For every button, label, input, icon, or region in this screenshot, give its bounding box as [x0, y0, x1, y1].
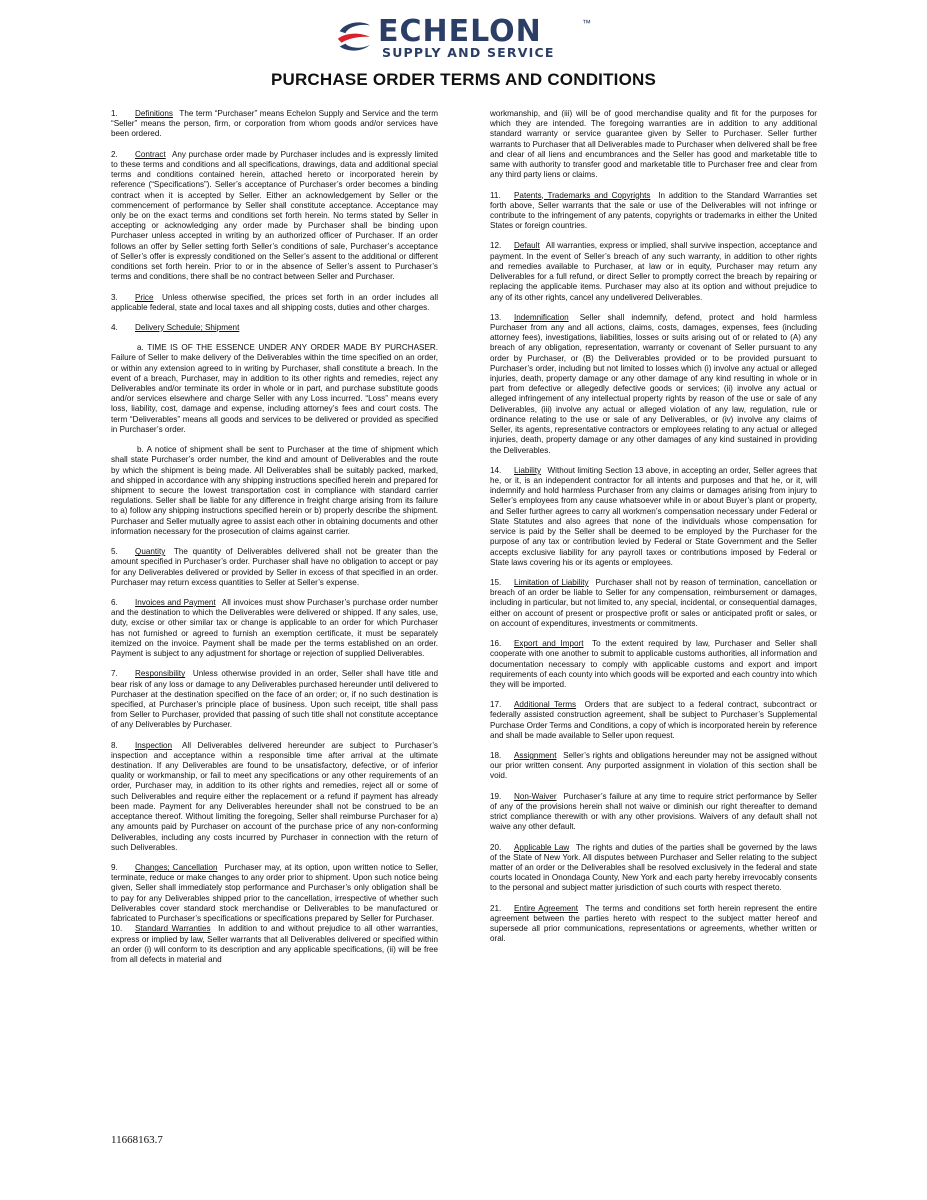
trademark-symbol: ™: [582, 18, 591, 28]
section-heading: Definitions: [135, 109, 173, 118]
section-liability: 14. Liability Without limiting Section 13 above, in accepting an order, Seller agrees that he, or it, is an independent contractor for all intents and purposes and that he, or it, will indemnify and hold harmless Purchaser from any claims or damages arising from injury to Seller’s employees from any cause whatsoever while in or about Buyer’s plant or property, and Seller further agrees to carry all workmen’s compensation necessary under Federal or State Statutes and also agrees that none of the individuals whose compensation for service is paid by the Seller shall be deemed to be employed by the Purchaser for the purpose of any tax or contribution levied by Federal or State Government and the Seller accepts exclusive liability for any payroll taxes or contributions imposed by Federal or State laws covering his or its agents or employees.: [490, 465, 817, 567]
section-responsibility: 7. Responsibility Unless otherwise provided in an order, Seller shall have title and bear risk of any loss or damage to any Deliverables purchased hereunder until delivered to Purchaser at the destination specified on the face of an order; or, if no such destination is specified, at Purchaser’s principle place of business. Upon such receipt, title shall pass from Seller to Purchaser, provided that passing of such title shall not constitute acceptance of any Deliverables by Purchaser.: [111, 669, 438, 730]
section-heading: Invoices and Payment: [135, 597, 216, 607]
section-warranties-continued: workmanship, and (iii) will be of good merchandise quality and fit for the purposes for which they are intended. The foregoing warranties are in addition to any additional standard warranty or service guarantee given by Seller to Purchaser. Seller further warrants to Purchaser that all Deliverables made to Purchaser when delivered shall be free and clear of all liens and encumbrances and the Seller has good and marketable title to same with authority to transfer good and marketable title to Purchaser free and clear from any third party liens or claims.: [490, 109, 817, 180]
section-quantity: 5. Quantity The quantity of Deliverables delivered shall not be greater than the amount specified in Purchaser’s order. Purchaser shall have no obligation to accept or pay for any Deliverables delivered or provided by Seller in excess of that specified in an order. Purchaser may return excess quantities to Seller at Seller’s expense.: [111, 547, 438, 587]
section-delivery-b: b. A notice of shipment shall be sent to Purchaser at the time of shipment which shall state Purchaser’s order number, the kind and amount of Deliverables and the route by which the shipment is being made. All Deliverables shall be suitably packed, marked, and shipped in accordance with any shipping instructions specified herein and prepared for shipment to secure the lowest transportation cost in compliance with standard carrier regulations. Seller shall be liable for any difference in freight charge arising from its failure to a) follow any shipping instructions specified herein or b) properly describe the shipment. Purchaser and Seller mutually agree to assist each other in obtaining documents and other information necessary for the prosecution of claims against carrier.: [111, 445, 438, 536]
section-text: Unless otherwise provided in an order, Seller shall have title and bear risk of any loss or damage to any Deliverables purchased hereunder until delivered to Purchaser at the destination specified on the face of an order; or, if no such destination is specified, at Purchaser’s principle place of business. Upon such receipt, title shall pass from Seller to Purchaser, provided that passing of such title shall not constitute acceptance of any Deliverables by Purchaser.: [111, 669, 438, 730]
section-text: The terms and conditions set forth herein represent the entire agreement between the parties hereto with respect to the subject matter hereof and supersede all prior communications, representations or agreements, whether written or oral.: [490, 903, 817, 944]
section-patents: 11. Patents, Trademarks and Copyrights In addition to the Standard Warranties set forth above, Seller warrants that the sale or use of the Deliverables will not infringe or contribute to the infringement of any patents, copyrights or trademarks in either the United States or foreign countries.: [490, 190, 817, 231]
section-text: To the extent required by law, Purchaser and Seller shall cooperate with one another to submit to applicable customs authorities, all information and documentation necessary to comply with applicable customs and export and import requirements of each county into which goods will be exported and each country into which they will be imported.: [490, 639, 817, 689]
section-definitions: 1. Definitions The term “Purchaser” means Echelon Supply and Service and the term “Seller” means the person, firm, or corporation from whom goods and/or services have been ordered.: [111, 109, 438, 139]
section-text: Unless otherwise specified, the prices set forth in an order includes all applicable federal, state and local taxes and all shipping costs, duties and other charges.: [111, 292, 438, 312]
section-heading: Liability: [514, 465, 542, 475]
terms-column-left: [111, 109, 438, 975]
document-id: 11668163.7: [111, 1134, 163, 1146]
document-title: PURCHASE ORDER TERMS AND CONDITIONS: [270, 70, 657, 89]
section-price: 3. Price Unless otherwise specified, the prices set forth in an order includes all applicable federal, state and local taxes and all shipping costs, duties and other charges.: [111, 292, 438, 312]
section-assignment: 18. Assignment Seller’s rights and obligations hereunder may not be assigned without our prior written consent. Any purported assignment in violation of this section shall be void.: [490, 751, 817, 781]
section-delivery-a: a. TIME IS OF THE ESSENCE UNDER ANY ORDER MADE BY PURCHASER. Failure of Seller to make delivery of the Deliverables within the time specified on an order, or within any extension agreed to in writing by Purchaser, shall constitute a breach. In the event of a breach, Purchaser, may in addition to its other rights and remedies, reject any Deliverables and/or terminate its order in whole or in part, and purchase substitute goods and/or services elsewhere and charge Seller with any Loss incurred. “Loss” means every loss, liability, cost, damage and expense, including attorney’s fees and court costs. The term “Deliverables” means all goods and services to be delivered or provided as specified in Purchaser’s order.: [111, 343, 438, 434]
section-heading: Indemnification: [514, 312, 569, 322]
terms-column-right: [490, 109, 817, 955]
section-invoices: 6. Invoices and Payment All invoices must show Purchaser’s purchase order number and the destination to which the Deliverables were delivered or shipped. If any sales, use, duty, excise or other similar tax or change is applicable to an order for which Purchaser has not furnished or agreed to furnish an exemption certificate, it must be separately itemized on the invoice. Payment shall be made per the terms established on an order. Payment is subject to any adjustment for shortage or rejection of supplied Deliverables.: [111, 597, 438, 659]
section-text: Without limiting Section 13 above, in accepting an order, Seller agrees that he, or it, is an independent contractor for all intents and purposes and that he, or it, will indemnify and hold harmless Purchaser from any claims or damages arising from injury to Seller’s employees from any cause whatsoever while in or about Buyer’s plant or property, and Seller further agrees to carry all workmen’s compensation necessary under Federal or State Statutes and also agrees that none of the individuals whose compensation for service is paid by the Seller shall be deemed to be employed by the Purchaser for the purpose of any tax or contribution levied by Federal or State Government and the Seller accepts exclusive liability for any payroll taxes or contributions imposed by Federal or State laws covering his or its agents or employees.: [490, 465, 817, 567]
section-text: All warranties, express or implied, shall survive inspection, acceptance and payment. In the event of Seller’s breach of any such warranty, in addition to other rights and remedies available to Purchaser, at law or in equity, Purchaser may return any Deliverables for a full refund, or direct Seller to promptly correct the breach by repairing or replacing the applicable items. Purchaser may also at its option and without prejudice to any of its other rights, cancel any undelivered Deliverables.: [490, 241, 817, 302]
section-text: Purchaser’s failure at any time to require strict performance by Seller of any of the provisions herein shall not waive or diminish our right thereafter to demand strict compliance therewith or with any other provisions. Waivers of any default shall not waive any other default.: [490, 791, 818, 832]
section-text: The rights and duties of the parties shall be governed by the laws of the State of New York. All disputes between Purchaser and Seller relating to the subject matter of an order or the Deliverables shall be resolved exclusively in the federal and state courts located in Onondaga County, New York and each party hereby irrevocably consents to the personal and subject matter jurisdiction of such courts with respect thereto.: [490, 842, 817, 893]
section-applicable-law: 20. Applicable Law The rights and duties of the parties shall be governed by the laws of the State of New York. All disputes between Purchaser and Seller relating to the subject matter of an order or the Deliverables shall be resolved exclusively in the federal and state courts located in Onondaga County, New York and each party hereby irrevocably consents to the personal and subject matter jurisdiction of such courts with respect thereto.: [490, 842, 817, 893]
section-heading: Changes; Cancellation: [135, 863, 218, 872]
section-export: 16. Export and Import To the extent required by law, Purchaser and Seller shall cooperate with one another to submit to applicable customs authorities, all information and documentation necessary to comply with applicable customs and export and import requirements of each county into which goods will be exported and each country into which they will be imported.: [490, 639, 817, 689]
section-warranties: 10. Standard Warranties In addition to and without prejudice to all other warranties, express or implied by law, Seller warrants that all Deliverables delivered or specified within an order (i) will conform to its description and any applicable specifications, (ii) will be free from all defects in material and: [111, 924, 439, 964]
section-inspection: 8. Inspection All Deliverables delivered hereunder are subject to Purchaser’s inspection and acceptance within a responsible time after arrival at the ultimate destination. If any Deliverables are found to be unsatisfactory, defective, or of inferior quality or workmanship, or fail to meet any specifications or any other requirements of an order, Purchaser may, in addition to its other rights and remedies, reject all or some of such Deliverables and require either the replacement or a refund if payment has already been made. Payment for any Deliverables hereunder shall not be construed to be an acceptance thereof. Without limiting the foregoing, Seller shall reimburse Purchaser for a) any amounts paid by Purchaser on account of the purchase price of any non-conforming Deliverables, including any costs incurred by Purchaser in connection with the return of such Deliverables.: [111, 740, 438, 852]
section-heading: Export and Import: [514, 639, 584, 649]
section-heading: Limitation of Liability: [514, 577, 589, 587]
section-text: Purchaser shall not by reason of termination, cancellation or breach of an order be liable to Seller for any compensation, reimbursement or damages, including in particular, but not limited to, any special, incidental, or consequential damages, either on account of present or prospective profit or sales or anticipated profit or sales, or on account of expenditures, investments or commitments.: [490, 577, 817, 628]
section-heading: Default: [514, 241, 540, 251]
section-heading: Inspection: [135, 740, 173, 750]
section-additional-terms: 17. Additional Terms Orders that are subject to a federal contract, subcontract or federally assisted construction agreement, shall be subject to Purchaser’s Supplemental Purchase Order Terms and Conditions, a copy of which is incorporated herein by reference and shall be made available to Seller upon request.: [490, 700, 817, 740]
section-text: In addition to the Standard Warranties set forth above, Seller warrants that the sale or use of the Deliverables will not infringe or contribute to the infringement of any patents, copyrights or trademarks in either the United States or foreign countries.: [490, 190, 817, 231]
section-text: All invoices must show Purchaser’s purchase order number and the destination to which the Deliverables were delivered or shipped. If any sales, use, duty, excise or other similar tax or change is applicable to an order for which Purchaser has not furnished or agreed to furnish an exemption certificate, it must be separately itemized on the invoice. Payment shall be made per the terms established on an order. Payment is subject to any adjustment for shortage or rejection of supplied Deliverables.: [111, 597, 438, 659]
section-text: Seller shall indemnify, defend, protect and hold harmless Purchaser from any and all actions, claims, costs, damages, expenses, fees (including attorney fees), investigations, liabilities, losses or suits arising out of or related to (A) any breach of any obligation, representation, warranty or covenant of Seller pursuant to any order by Purchaser, or (B) the Deliverables provided or to be provided pursuant to Purchaser’s order, including but not limited to losses which (i) involve any actual or alleged injuries, death, property damage or any other damage of any kind resulting in whole or in part from defective or allegedly defective goods or services; (ii) involve any actual or alleged infringement of any intellectual property rights by reason of the use or sale of any Deliverables, (iii) involve any actual or alleged violation of any law, regulation, rule or ordinance relating to the use or sale of any Deliverables, or (iv) involve any claims of Seller, its agents, representative contractors or employees relating to any actual or alleged injuries, death, property damage or any other damages of any kind sustained in providing the Deliverables.: [490, 312, 817, 455]
section-text: In addition to and without prejudice to all other warranties, express or implied by law, Seller warrants that all Deliverables delivered or specified within an order (i) will conform to its description and any applicable specifications, (ii) will be free from all defects in material and: [111, 924, 439, 964]
section-text: Seller’s rights and obligations hereunder may not be assigned without our prior written consent. Any purported assignment in violation of this section shall be void.: [490, 751, 817, 781]
brand-name: ECHELON: [378, 14, 542, 49]
echelon-swoosh-icon: [334, 18, 372, 56]
section-changes: 9. Changes; Cancellation Purchaser may, at its option, upon written notice to Seller, terminate, reduce or make changes to any order prior to shipment. Upon such notice being given, Seller shall immediately stop performance and Purchaser’s only obligation shall be to pay for any Deliverables shipped prior to the cancellation, irrespective of whether such Deliverables cover standard stock merchandise or Deliverables to be manufactured or fabricated to Purchaser’s specifications or specifications prepared by Seller for Purchaser.: [111, 863, 438, 924]
echelon-logo: [330, 16, 610, 62]
section-heading: Applicable Law: [514, 842, 570, 852]
section-text: Purchaser may, at its option, upon written notice to Seller, terminate, reduce or make changes to any order prior to shipment. Upon such notice being given, Seller shall immediately stop performance and Purchaser’s only obligation shall be to pay for any Deliverables shipped prior to the cancellation, irrespective of whether such Deliverables cover standard stock merchandise or Deliverables to be manufactured or fabricated to Purchaser’s specifications or specifications prepared by Seller for Purchaser.: [111, 863, 438, 924]
section-heading: Non-Waiver: [514, 791, 557, 801]
section-contract: 2. Contract Any purchase order made by Purchaser includes and is expressly limited to these terms and conditions and all specifications, drawings, data and additional special terms and conditions contained herein, attached hereto or incorporated herein by reference (“Specifications”). Seller’s acceptance of Purchaser’s order becomes a binding contract when it is accepted by Seller. Either an acknowledgement by Seller or the commencement of performance by Seller shall constitute acceptance. Acceptance may only be on the exact terms and conditions set forth herein. No terms stated by Seller in accepting or acknowledging any order made by Purchaser shall be binding upon Purchaser unless accepted in writing by an authorized officer of Purchaser. If an order follows an offer by Seller setting forth Seller’s conditions of sale, Purchaser’s acceptance of Seller’s offer is expressly conditioned on the Seller’s assent to the additional or different conditions set forth herein. Prior to or in the absence of Seller’s assent to Purchaser’s terms and conditions, there shall be no contract between Seller and Purchaser.: [111, 149, 439, 282]
section-heading: Patents, Trademarks and Copyrights: [514, 190, 651, 200]
section-indemnification: 13. Indemnification Seller shall indemnify, defend, protect and hold harmless Purchaser from any and all actions, claims, costs, damages, expenses, fees (including attorney fees), investigations, liabilities, losses or suits arising out of or related to (A) any breach of any obligation, representation, warranty or covenant of Seller pursuant to any order by Purchaser, or (B) the Deliverables provided or to be provided pursuant to Purchaser’s order, including but not limited to losses which (i) involve any actual or alleged injuries, death, property damage or any other damage of any kind resulting in whole or in part from defective or allegedly defective goods or services; (ii) involve any actual or alleged infringement of any intellectual property rights by reason of the use or sale of any Deliverables, (iii) involve any actual or alleged violation of any law, regulation, rule or ordinance relating to the use or sale of any Deliverables, or (iv) involve any claims of Seller, its agents, representative contractors or employees relating to any actual or alleged injuries, death, property damage or any other damages of any kind sustained in providing the Deliverables.: [490, 312, 817, 455]
section-non-waiver: 19. Non-Waiver Purchaser’s failure at any time to require strict performance by Seller of any of the provisions herein shall not waive or diminish our right thereafter to demand strict compliance therewith or with any other provisions. Waivers of any default shall not waive any other default.: [490, 791, 818, 832]
section-heading: Contract: [135, 149, 166, 159]
section-text: Orders that are subject to a federal contract, subcontract or federally assisted construction agreement, shall be subject to Purchaser’s Supplemental Purchase Order Terms and Conditions, a copy of which is incorporated herein by reference and shall be made available to Seller upon request.: [490, 700, 817, 740]
section-heading: Responsibility: [135, 669, 186, 679]
section-text: The term “Purchaser” means Echelon Supply and Service and the term “Seller” means the person, firm, or corporation from whom goods and/or services have been ordered.: [111, 109, 438, 139]
section-text: Any purchase order made by Purchaser includes and is expressly limited to these terms and conditions and all specifications, drawings, data and additional special terms and conditions contained herein, attached hereto or incorporated herein by reference (“Specifications”). Seller’s acceptance of Purchaser’s order becomes a binding contract when it is accepted by Seller. Either an acknowledgement by Seller or the commencement of performance by Seller shall constitute acceptance. Acceptance may only be on the exact terms and conditions set forth herein. No terms stated by Seller in accepting or acknowledging any order made by Purchaser shall be binding upon Purchaser unless accepted in writing by an authorized officer of Purchaser. If an order follows an offer by Seller setting forth Seller’s conditions of sale, Purchaser’s acceptance of Seller’s offer is expressly conditioned on the Seller’s assent to the additional or different conditions set forth herein. Prior to or in the absence of Seller’s assent to Purchaser’s terms and conditions, there shall be no contract between Seller and Purchaser.: [111, 149, 439, 282]
section-limitation: 15. Limitation of Liability Purchaser shall not by reason of termination, cancellation or breach of an order be liable to Seller for any compensation, reimbursement or damages, including in particular, but not limited to, any special, incidental, or consequential damages, either on account of present or prospective profit or sales or anticipated profit or sales, or on account of expenditures, investments or commitments.: [490, 577, 817, 628]
section-delivery: 4. Delivery Schedule; Shipment: [111, 322, 240, 332]
section-heading: Standard Warranties: [135, 924, 211, 934]
section-heading: Price: [135, 292, 154, 302]
section-text: The quantity of Deliverables delivered shall not be greater than the amount specified in Purchaser’s order. Purchaser shall have no obligation to accept or pay for any Deliverables delivered or provided by Seller in excess of that specified in an order. Purchaser may return excess quantities to Seller at Seller’s expense.: [111, 547, 438, 587]
section-heading: Delivery Schedule; Shipment: [135, 322, 240, 332]
section-heading: Entire Agreement: [514, 903, 579, 913]
section-entire-agreement: 21. Entire Agreement The terms and conditions set forth herein represent the entire agreement between the parties hereto with respect to the subject matter hereof and supersede all prior communications, representations or agreements, whether written or oral.: [490, 903, 817, 944]
section-heading: Quantity: [135, 547, 166, 557]
section-heading: Assignment: [514, 751, 557, 761]
section-heading: Additional Terms: [514, 700, 577, 710]
section-default: 12. Default All warranties, express or implied, shall survive inspection, acceptance and payment. In the event of Seller’s breach of any such warranty, in addition to other rights and remedies available to Purchaser, at law or in equity, Purchaser may return any Deliverables for a full refund, or direct Seller to promptly correct the breach by repairing or replacing the applicable items. Purchaser may also at its option and without prejudice to any of its other rights, cancel any undelivered Deliverables.: [490, 241, 817, 302]
brand-tagline: SUPPLY AND SERVICE: [382, 45, 555, 60]
section-text: All Deliverables delivered hereunder are subject to Purchaser’s inspection and acceptance within a responsible time after arrival at the ultimate destination. If any Deliverables are found to be unsatisfactory, defective, or of inferior quality or workmanship, or fail to meet any specifications or any other requirements of an order, Purchaser may, in addition to its other rights and remedies, reject all or some of such Deliverables and require either the replacement or a refund if payment has already been made. Payment for any Deliverables hereunder shall not be construed to be an acceptance thereof. Without limiting the foregoing, Seller shall reimburse Purchaser for a) any amounts paid by Purchaser on account of the purchase price of any non-conforming Deliverables, including any costs incurred by Purchaser in connection with the return of such Deliverables.: [111, 740, 438, 852]
